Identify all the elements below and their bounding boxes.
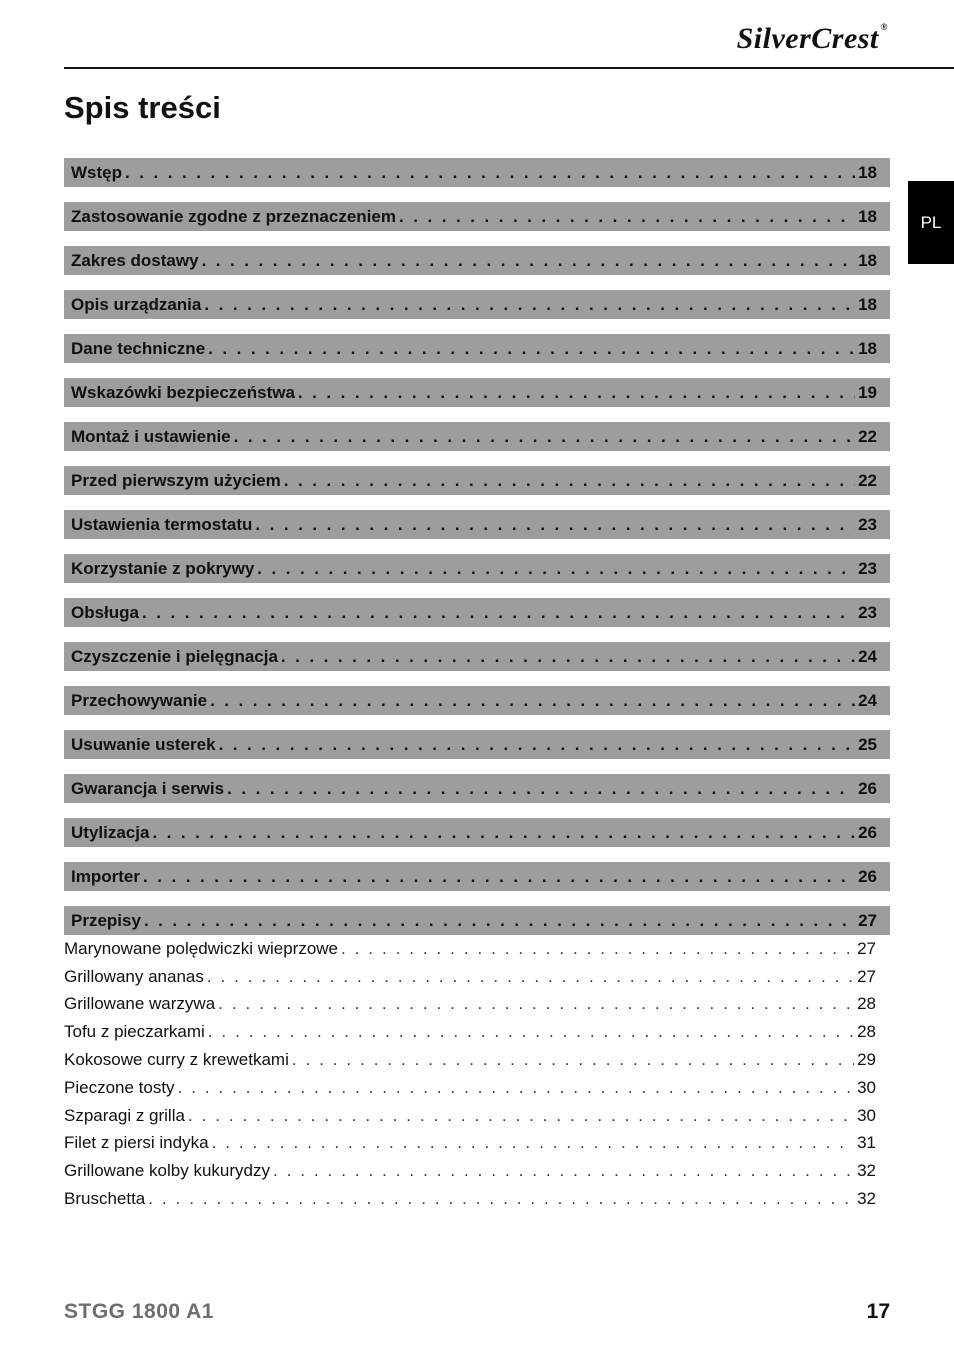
toc-entry-page: 26 [858, 822, 877, 842]
toc-sub-entry[interactable] [64, 935, 876, 963]
toc-leader-dots [257, 559, 855, 579]
toc-entry-page: 23 [858, 558, 877, 578]
toc-entry-label: Usuwanie usterek [71, 734, 216, 754]
toc-entry-label: Zakres dostawy [71, 250, 199, 270]
toc-entry-page: 25 [858, 734, 877, 754]
toc-leader-dots [144, 911, 855, 931]
toc-main-entry[interactable] [64, 554, 890, 583]
toc-entry-label: Pieczone tosty [64, 1077, 175, 1097]
toc-leader-dots [284, 471, 855, 491]
toc-entry-label: Marynowane polędwiczki wieprzowe [64, 938, 339, 958]
toc-sub-entry[interactable] [64, 963, 876, 991]
toc-main-entry[interactable] [64, 598, 890, 627]
toc-main-entry[interactable] [64, 422, 890, 451]
toc-entry-label: Ustawienia termostatu [71, 514, 253, 534]
toc-entry-page: 29 [857, 1050, 876, 1070]
toc-entry-label: Kokosowe curry z krewetkami [64, 1050, 289, 1070]
toc-sub-entry[interactable] [64, 1074, 876, 1102]
toc-leader-dots [208, 1022, 854, 1042]
toc-entry-label: Przepisy [71, 910, 141, 930]
toc-main-entry[interactable] [64, 378, 890, 407]
toc-leader-dots [341, 939, 854, 959]
toc-entry-label: Grillowany ananas [64, 966, 204, 986]
toc-entry-page: 18 [858, 338, 877, 358]
toc-main-entry[interactable] [64, 774, 890, 803]
toc-leader-dots [218, 994, 854, 1014]
toc-leader-dots [208, 339, 855, 359]
toc-entry-page: 27 [857, 938, 876, 958]
toc-entry-label: Szparagi z grilla [64, 1105, 185, 1125]
toc-main-entry[interactable] [64, 466, 890, 495]
toc-entry-label: Wskazówki bezpieczeństwa [71, 382, 295, 402]
toc-leader-dots [210, 691, 855, 711]
toc-main-entry[interactable] [64, 246, 890, 275]
toc-leader-dots [142, 603, 855, 623]
toc-leader-dots [298, 383, 855, 403]
toc-leader-dots [202, 251, 856, 271]
toc-entry-label: Importer [71, 866, 140, 886]
toc-entry-page: 22 [858, 426, 877, 446]
toc-entry-label: Bruschetta [64, 1189, 146, 1209]
toc-main-list [64, 158, 890, 935]
toc-main-entry[interactable] [64, 158, 890, 187]
toc-entry-label: Grillowane warzywa [64, 994, 216, 1014]
toc-entry-page: 26 [858, 778, 877, 798]
toc-leader-dots [234, 427, 855, 447]
brand-logo [737, 22, 888, 56]
page-title: Spis treści [64, 90, 221, 125]
toc-entry-page: 26 [858, 866, 877, 886]
toc-main-entry[interactable] [64, 818, 890, 847]
toc-entry-label: Utylizacja [71, 822, 150, 842]
toc-entry-page: 19 [858, 382, 877, 402]
toc-entry-label: Montaż i ustawienie [71, 426, 231, 446]
toc-leader-dots [399, 207, 855, 227]
toc-sub-entry[interactable] [64, 1046, 876, 1074]
toc-entry-page: 18 [858, 162, 877, 182]
toc-entry-page: 24 [858, 646, 877, 666]
toc-entry-page: 23 [858, 514, 877, 534]
toc-entry-label: Gwarancja i serwis [71, 778, 225, 798]
toc-entry-label: Korzystanie z pokrywy [71, 558, 255, 578]
toc-entry-page: 24 [858, 690, 877, 710]
toc-entry-page: 28 [857, 994, 876, 1014]
toc-sub-entry[interactable] [64, 1018, 876, 1046]
toc-leader-dots [204, 295, 855, 315]
toc-main-entry[interactable] [64, 906, 890, 935]
brand-name: SilverCrest [736, 22, 879, 55]
toc-main-entry[interactable] [64, 202, 890, 231]
language-tab-label: PL [920, 212, 942, 232]
toc-entry-label: Czyszczenie i pielęgnacja [71, 646, 278, 666]
footer-model-number: STGG 1800 A1 [64, 1300, 214, 1323]
toc-main-entry[interactable] [64, 730, 890, 759]
toc-entry-page: 28 [857, 1022, 876, 1042]
toc-leader-dots [212, 1133, 855, 1153]
toc-entry-label: Filet z piersi indyka [64, 1133, 209, 1153]
toc-leader-dots [152, 823, 855, 843]
toc-entry-page: 27 [858, 910, 877, 930]
toc-sub-entry[interactable] [64, 1130, 876, 1158]
toc-leader-dots [207, 967, 854, 987]
toc-leader-dots [188, 1106, 854, 1126]
toc-entry-page: 18 [858, 206, 877, 226]
toc-entry-label: Grillowane kolby kukurydzy [64, 1161, 270, 1181]
toc-leader-dots [143, 867, 855, 887]
toc-sub-entry[interactable] [64, 1157, 876, 1185]
toc-entry-page: 18 [858, 250, 877, 270]
toc-leader-dots [273, 1161, 854, 1181]
toc-main-entry[interactable] [64, 290, 890, 319]
toc-leader-dots [292, 1050, 854, 1070]
toc-entry-label: Wstęp [71, 162, 122, 182]
toc-entry-page: 18 [858, 294, 877, 314]
toc-leader-dots [125, 163, 855, 183]
language-tab [908, 181, 954, 264]
toc-entry-label: Tofu z pieczarkami [64, 1022, 205, 1042]
toc-sub-entry[interactable] [64, 991, 876, 1019]
toc-entry-page: 32 [857, 1161, 876, 1181]
toc-leader-dots [281, 647, 855, 667]
toc-entry-label: Obsługa [71, 602, 140, 622]
toc-entry-label: Zastosowanie zgodne z przeznaczeniem [71, 206, 396, 226]
toc-leader-dots [227, 779, 855, 799]
toc-main-entry[interactable] [64, 510, 890, 539]
toc-entry-page: 31 [857, 1133, 876, 1153]
toc-entry-page: 27 [857, 966, 876, 986]
toc-leader-dots [178, 1078, 855, 1098]
toc-leader-dots [148, 1189, 854, 1209]
toc-sub-entry[interactable] [64, 1185, 876, 1213]
toc-leader-dots [219, 735, 856, 755]
registered-mark: ® [880, 22, 888, 32]
toc-sub-list [64, 935, 876, 1213]
toc-entry-page: 23 [858, 602, 877, 622]
toc-main-entry[interactable] [64, 862, 890, 891]
toc-entry-label: Dane techniczne [71, 338, 206, 358]
toc-entry-page: 22 [858, 470, 877, 490]
toc-main-entry[interactable] [64, 686, 890, 715]
toc-leader-dots [255, 515, 855, 535]
toc-main-entry[interactable] [64, 642, 890, 671]
toc-entry-label: Opis urządzania [71, 294, 202, 314]
toc-sub-entry[interactable] [64, 1102, 876, 1130]
toc-main-entry[interactable] [64, 334, 890, 363]
footer-page-number: 17 [866, 1300, 890, 1323]
toc-entry-label: Przed pierwszym użyciem [71, 470, 281, 490]
toc-entry-label: Przechowywanie [71, 690, 208, 710]
toc-entry-page: 30 [857, 1105, 876, 1125]
toc-entry-page: 30 [857, 1077, 876, 1097]
toc-entry-page: 32 [857, 1189, 876, 1209]
header-rule [64, 67, 954, 69]
